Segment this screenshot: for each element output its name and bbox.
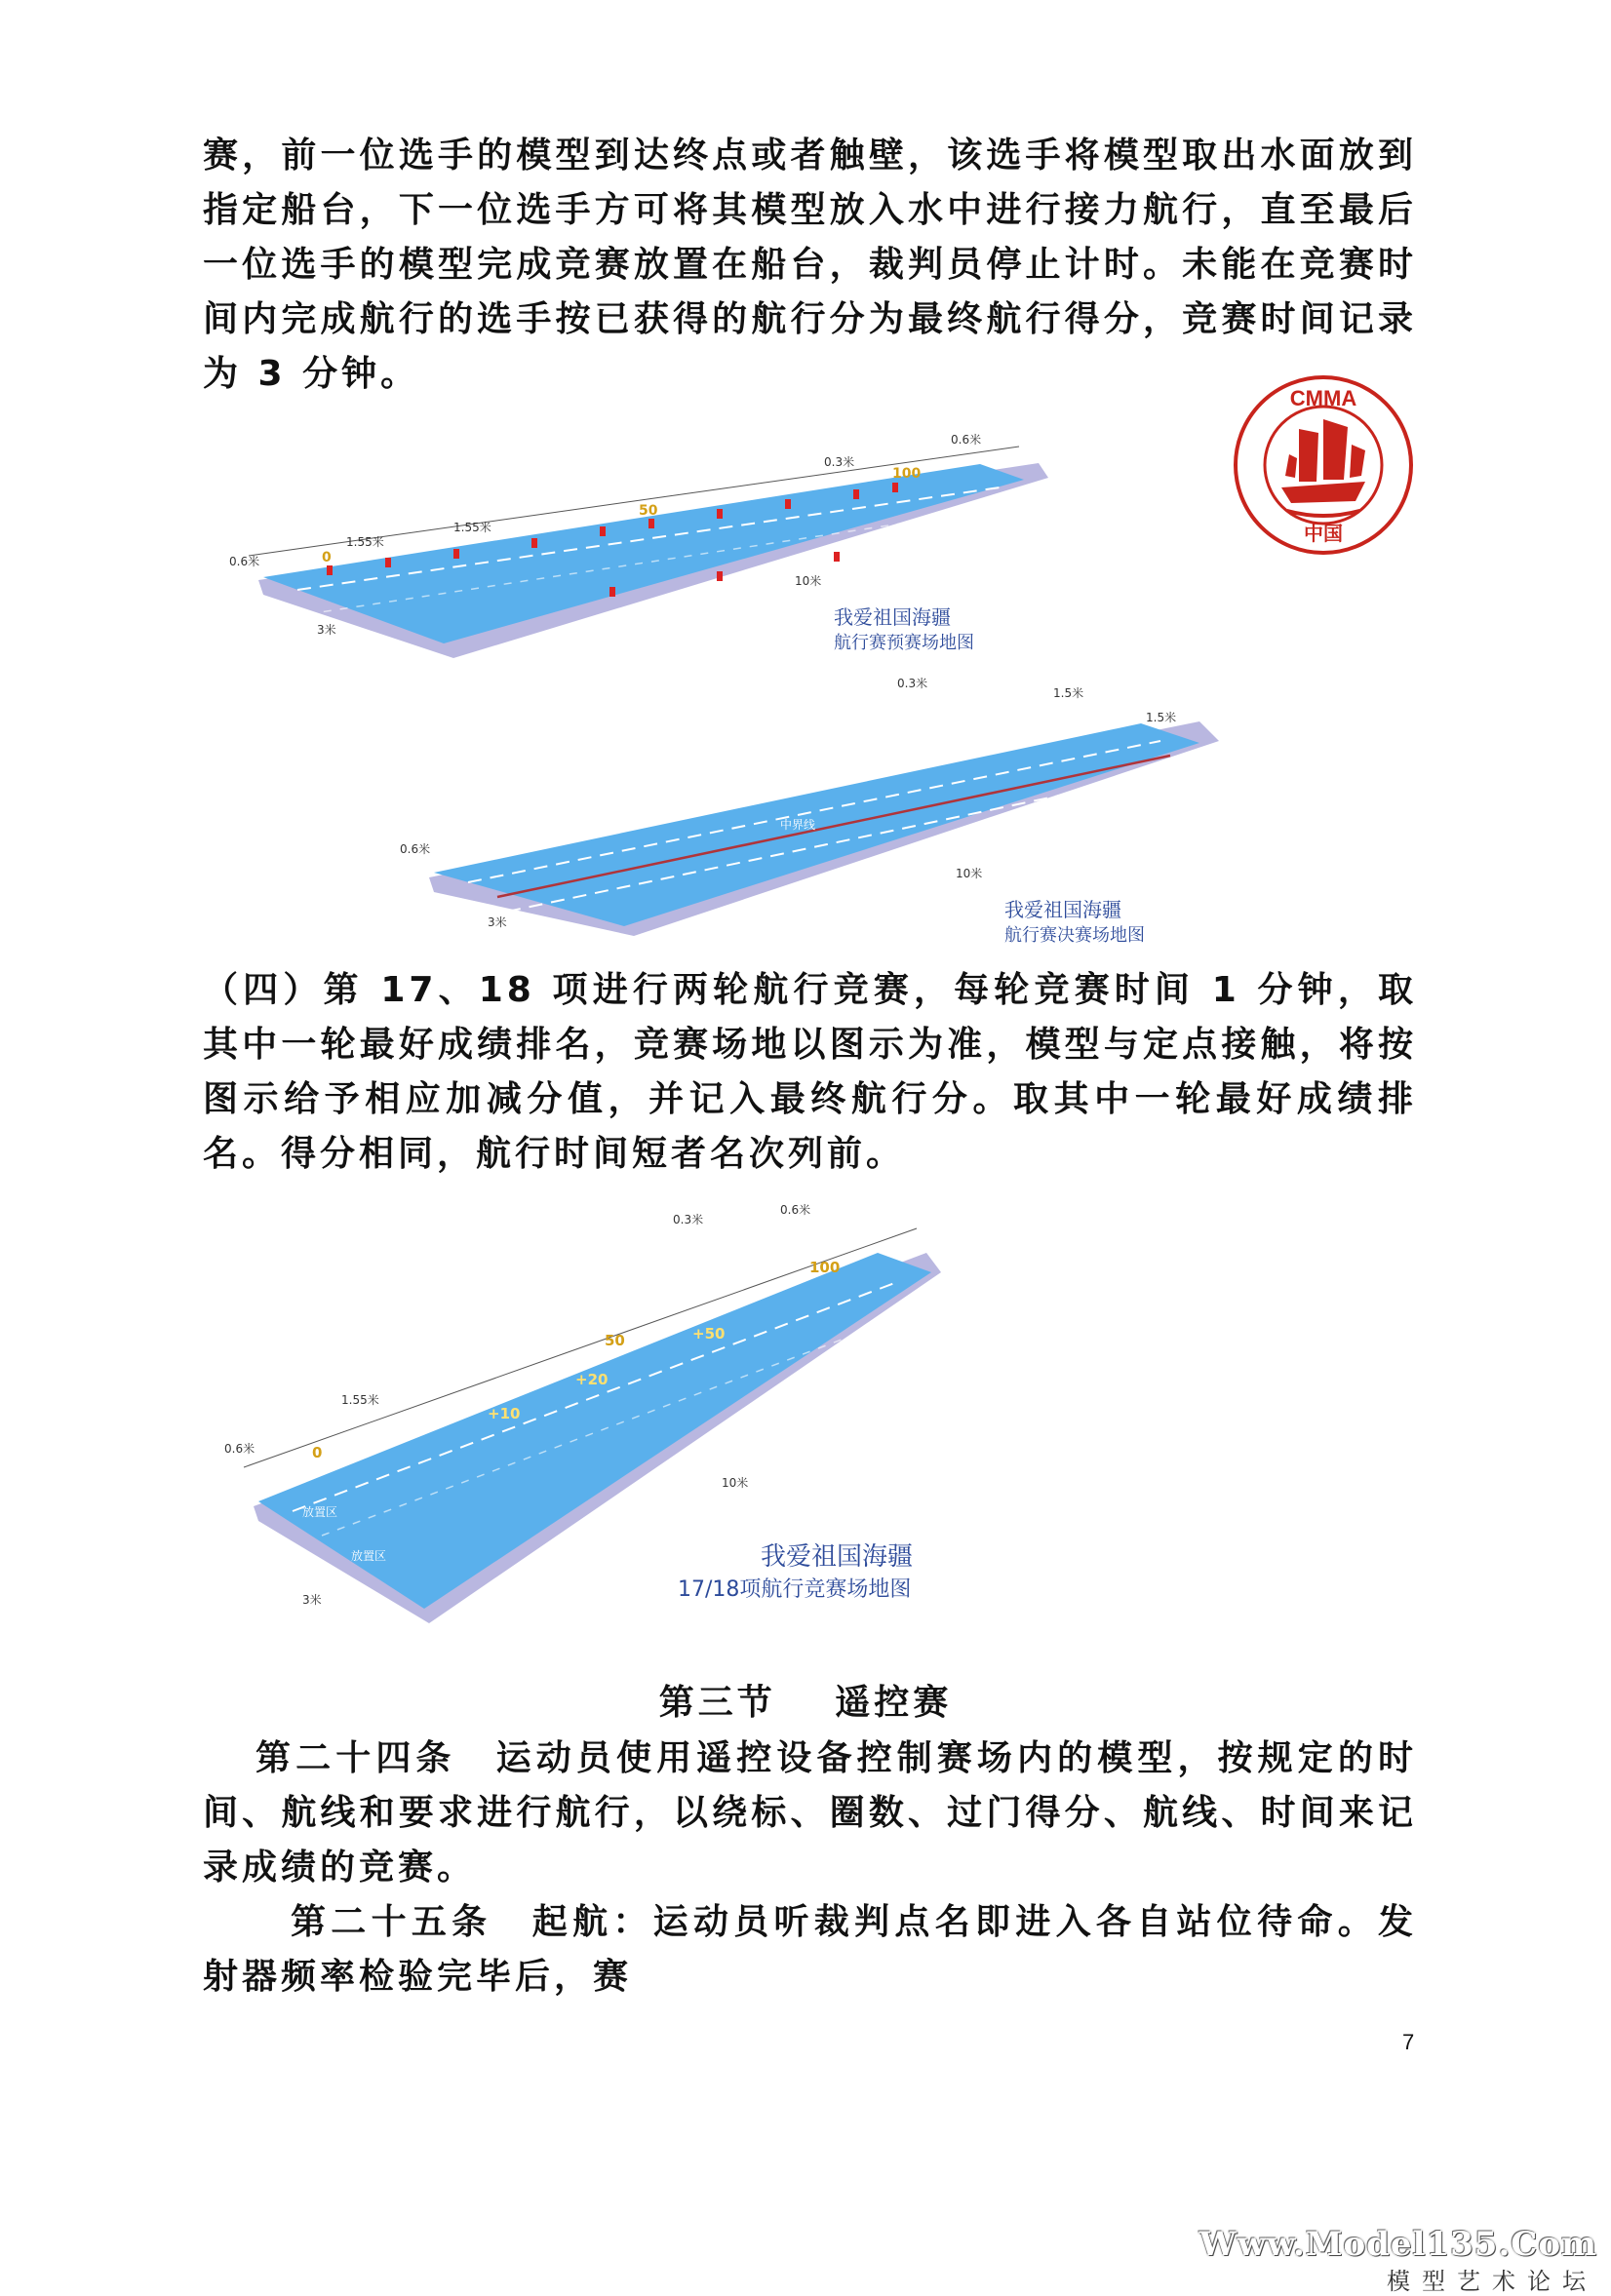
fig3-zone-1: 放置区 bbox=[351, 1549, 387, 1563]
fig3-score-0: 0 bbox=[312, 1444, 323, 1461]
fig3-dim-top-0: 0.6米 bbox=[224, 1442, 255, 1456]
fig2-caption-title: 我爱祖国海疆 bbox=[1004, 898, 1121, 921]
fig1-dim-top-9: 0.3米 bbox=[824, 455, 855, 469]
fig3-caption-title: 我爱祖国海疆 bbox=[761, 1542, 914, 1572]
fig1-dim-top-0: 0.6米 bbox=[229, 555, 260, 568]
section-heading bbox=[0, 1675, 1611, 1725]
page-number: 7 bbox=[1402, 2030, 1415, 2054]
logo-top-text: CMMA bbox=[1289, 386, 1357, 410]
fig3-dim-top-2: 1.55米 bbox=[341, 1393, 379, 1407]
fig3-zone-0: 放置区 bbox=[302, 1505, 338, 1519]
fig2-dim-top-1: 1.5米 bbox=[1053, 686, 1084, 700]
fig1-score-5: 50 bbox=[639, 503, 658, 519]
section-number: 第三节 bbox=[658, 1683, 776, 1723]
fig1-caption-title: 我爱祖国海疆 bbox=[834, 605, 951, 629]
fig3-bonus-2: +50 bbox=[692, 1325, 726, 1343]
pool-diagram-17-18 bbox=[215, 1175, 975, 1633]
fig1-score-0: 0 bbox=[322, 550, 332, 565]
fig2-dim-top-2: 1.5米 bbox=[1146, 711, 1177, 724]
fig1-length: 10米 bbox=[795, 574, 822, 588]
fig1-dim-top-3: 1.55米 bbox=[453, 521, 491, 534]
fig1-dim-top-2: 1.55米 bbox=[346, 535, 384, 549]
pool-diagram-preliminary bbox=[210, 390, 1087, 673]
watermark-name: 模型艺术论坛 bbox=[1387, 2268, 1597, 2295]
logo-bottom-text: 中国 bbox=[1304, 522, 1343, 545]
fig3-width: 3米 bbox=[302, 1593, 322, 1607]
fig2-caption-sub: 航行赛决赛场地图 bbox=[1004, 925, 1145, 946]
fig3-dim-top-9: 0.3米 bbox=[673, 1213, 704, 1226]
fig3-score-10: 100 bbox=[809, 1259, 841, 1276]
fig2-length: 10米 bbox=[956, 867, 983, 880]
section-name: 遥控赛 bbox=[835, 1683, 953, 1723]
fig3-bonus-0: +10 bbox=[488, 1405, 521, 1422]
body-paragraph-items-17-18: （四）第 17、18 项进行两轮航行竞赛，每轮竞赛时间 1 分钟，取其中一轮最好成绩排名，竞赛场地以图示为准，模型与定点接触，将按图示给予相应加减分值，并记入最终航行分。取其中一轮最好成绩排名。得分相同，航行时间短者名次列前。 bbox=[203, 970, 1417, 1174]
fig1-score-10: 100 bbox=[892, 466, 922, 482]
fig3-caption-sub: 17/18项航行竞赛场地图 bbox=[678, 1577, 912, 1602]
cmma-logo bbox=[1231, 372, 1416, 562]
fig3-score-5: 50 bbox=[605, 1332, 625, 1349]
article-24: 第二十四条 运动员使用遥控设备控制赛场内的模型，按规定的时间、航线和要求进行航行，以绕标、圈数、过门得分、航线、时间来记录成绩的竞赛。 bbox=[203, 1738, 1417, 1887]
fig2-center-line: 中界线 bbox=[780, 818, 816, 832]
fig2-left-dim: 0.6米 bbox=[400, 842, 431, 856]
fig2-dim-top-0: 0.3米 bbox=[897, 677, 928, 690]
fig1-width: 3米 bbox=[317, 623, 336, 637]
site-watermark bbox=[1199, 2225, 1597, 2296]
fig1-caption-sub: 航行赛预赛场地图 bbox=[834, 633, 974, 653]
article-25: 第二十五条 起航：运动员听裁判点名即进入各自站位待命。发射器频率检验完毕后，赛 bbox=[203, 1902, 1417, 1997]
watermark-site: Www.Model135.Com bbox=[1198, 2225, 1597, 2264]
fig3-bonus-1: +20 bbox=[575, 1371, 609, 1388]
fig2-width: 3米 bbox=[488, 915, 507, 929]
pool-diagram-final bbox=[390, 673, 1268, 955]
body-paragraph-relay: 赛，前一位选手的模型到达终点或者触壁，该选手将模型取出水面放到指定船台，下一位选手方可将其模型放入水中进行接力航行，直至最后一位选手的模型完成竞赛放置在船台，裁判员停止计时。未能在竞赛时间内完成航行的选手按已获得的航行分为最终航行得分，竞赛时间记录为 3 分钟。 bbox=[203, 136, 1417, 394]
fig3-right-dim: 0.6米 bbox=[780, 1203, 811, 1217]
fig3-length: 10米 bbox=[722, 1476, 749, 1490]
fig1-right-dim: 0.6米 bbox=[951, 433, 982, 447]
